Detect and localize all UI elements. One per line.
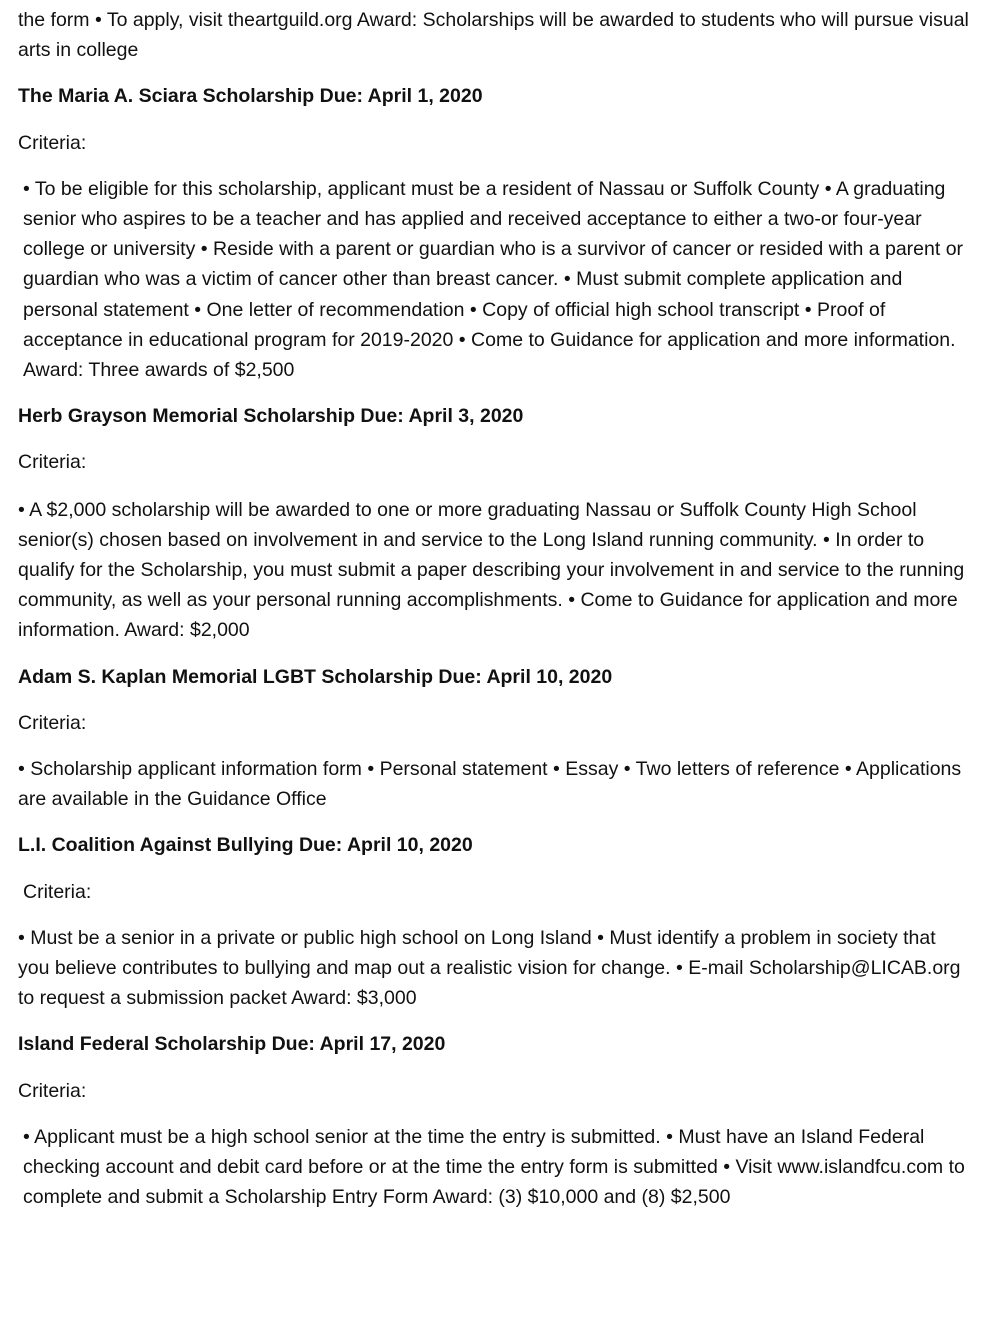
criteria-label: Criteria: <box>18 711 87 734</box>
intro-paragraph: the form • To apply, visit theartguild.org Award: Scholarships will be awarded to students who will pursue visual arts in college <box>18 9 969 62</box>
criteria-text: • To be eligible for this scholarship, applicant must be a resident of Nassau or Suffolk County • A graduating senior who aspires to be a teacher and has applied and received acceptance to either a two-or four-year college or university • Reside with a parent or guardian who is a survivor of cancer or resided with a parent or guardian who was a victim of cancer other than breast cancer. • Must submit complete application and personal statement • One letter of recommendation • Copy of official high school transcript • Proof of acceptance in educational program for 2019-2020 • Come to Guidance for application and more information. Award: Three awards of $2,500 <box>23 177 964 382</box>
criteria-label: Criteria: <box>23 880 92 903</box>
scholarship-heading: Adam S. Kaplan Memorial LGBT Scholarship Due: April 10, 2020 <box>18 665 613 688</box>
criteria-label: Criteria: <box>18 1079 87 1102</box>
scholarship-heading: The Maria A. Sciara Scholarship Due: April 1, 2020 <box>18 85 483 108</box>
scholarship-section <box>18 401 970 645</box>
scholarship-heading: Island Federal Scholarship Due: April 17, 2020 <box>18 1033 446 1056</box>
document-page <box>18 5 970 1213</box>
scholarship-section <box>18 81 970 385</box>
scholarship-section <box>18 1029 970 1212</box>
criteria-text: • Scholarship applicant information form • Personal statement • Essay • Two letters of reference • Applications are available in the Guidance Office <box>18 758 962 811</box>
criteria-label: Criteria: <box>18 131 87 154</box>
scholarship-heading: Herb Grayson Memorial Scholarship Due: April 3, 2020 <box>18 405 524 428</box>
criteria-text: • A $2,000 scholarship will be awarded to one or more graduating Nassau or Suffolk County High School senior(s) chosen based on involvement in and service to the Long Island running community. • In order to qualify for the Scholarship, you must submit a paper describing your involvement in and service to the running community, as well as your personal running accomplishments. • Come to Guidance for application and more information. Award: $2,000 <box>18 498 965 642</box>
scholarship-section <box>18 662 970 815</box>
criteria-label: Criteria: <box>18 451 87 474</box>
scholarship-heading: L.I. Coalition Against Bullying Due: April 10, 2020 <box>18 834 473 857</box>
criteria-text: • Applicant must be a high school senior at the time the entry is submitted. • Must have an Island Federal checking account and debit card before or at the time the entry form is submitted • Visit www.islandfcu.com to complete and submit a Scholarship Entry Form Award: (3) $10,000 and (8) $2,500 <box>23 1125 965 1209</box>
criteria-text: • Must be a senior in a private or public high school on Long Island • Must identify a problem in society that you believe contributes to bullying and map out a realistic vision for change. • E-mail Scholarship@LICAB.org to request a submission packet Award: $3,000 <box>18 926 961 1010</box>
scholarship-section <box>18 830 970 1013</box>
